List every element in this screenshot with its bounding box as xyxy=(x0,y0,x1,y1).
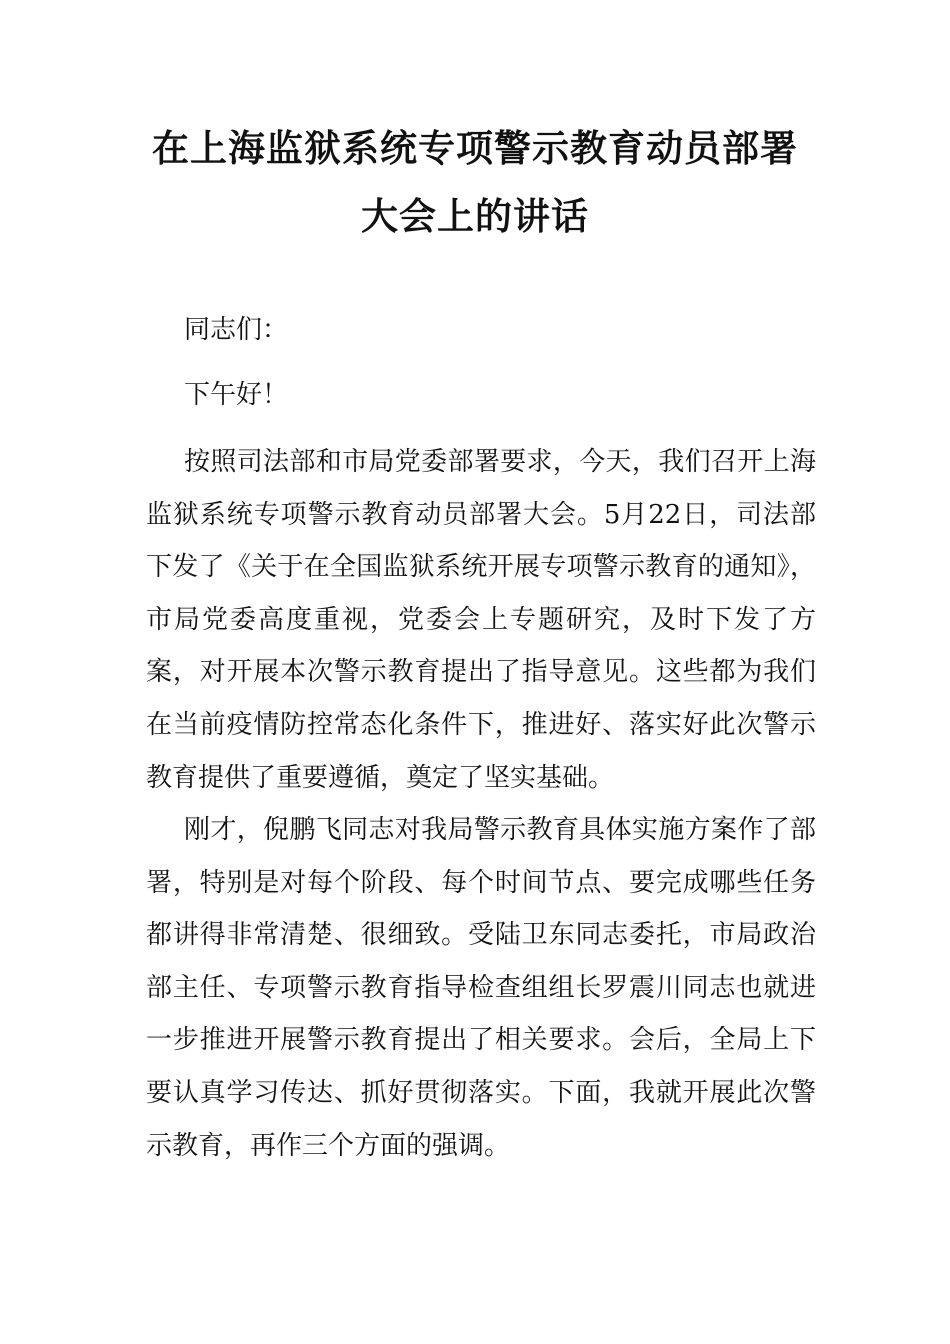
document-title-line-2: 大会上的讲话 xyxy=(361,194,589,238)
salutation: 同志们： xyxy=(184,315,289,345)
body-paragraph: 刚才，倪鹏飞同志对我局警示教育具体实施方案作了部署，特别是对每个阶段、每个时间节点、要完成哪些任务都讲得非常清楚、很细致。受陆卫东同志委托，市局政治部主任、专项警示教育指导检查组组长罗震川同志也就进一步推进开展警示教育提出了相关要求。会后，全局上下要认真学习传达、抓好贯彻落实。下面，我就开展此次警示教育，再作三个方面的强调。 xyxy=(146,815,816,1161)
greeting: 下午好！ xyxy=(184,380,289,410)
document-title-line-1: 在上海监狱系统专项警示教育动员部署 xyxy=(152,126,798,170)
body-paragraph: 按照司法部和市局党委部署要求，今天，我们召开上海监狱系统专项警示教育动员部署大会。5月22日，司法部下发了《关于在全国监狱系统开展专项警示教育的通知》，市局党委高度重视，党委会上专题研究，及时下发了方案，对开展本次警示教育提出了指导意见。这些都为我们在当前疫情防控常态化条件下，推进好、落实好此次警示教育提供了重要遵循，奠定了坚实基础。 xyxy=(146,447,816,793)
